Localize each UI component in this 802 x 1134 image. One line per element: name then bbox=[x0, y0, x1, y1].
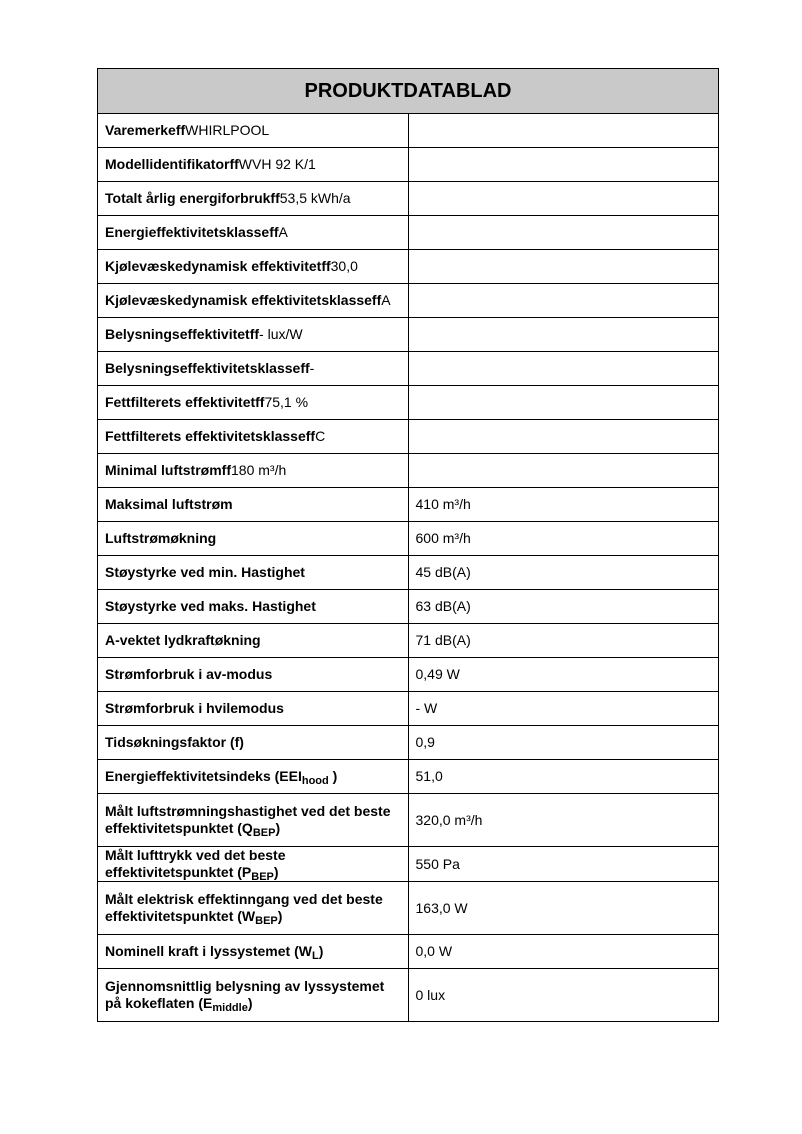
table-row bbox=[98, 692, 719, 726]
row-label: Støystyrke ved min. Hastighet bbox=[98, 556, 409, 590]
row-label: Kjølevæskedynamisk effektivitetsklasseff bbox=[105, 292, 382, 308]
table-row bbox=[98, 284, 719, 318]
row-label-text: Nominell kraft i lyssystemet (W bbox=[105, 943, 312, 959]
row-value-cell bbox=[408, 386, 719, 420]
row-label-suffix: ) bbox=[273, 864, 279, 880]
table-row bbox=[98, 216, 719, 250]
row-label: Fettfilterets effektivitetff bbox=[105, 394, 265, 410]
row-label: Tidsøkningsfaktor (f) bbox=[98, 726, 409, 760]
row-label: Støystyrke ved maks. Hastighet bbox=[98, 590, 409, 624]
row-label: Luftstrømøkning bbox=[98, 522, 409, 556]
row-value: WHIRLPOOL bbox=[185, 122, 270, 138]
row-value: 63 dB(A) bbox=[408, 590, 719, 624]
table-row bbox=[98, 624, 719, 658]
table-row bbox=[98, 522, 719, 556]
row-label-subscript: middle bbox=[212, 1002, 248, 1014]
row-value: - bbox=[309, 360, 315, 376]
row-value-cell bbox=[408, 114, 719, 148]
row-value-cell bbox=[408, 420, 719, 454]
row-value: 180 m³/h bbox=[231, 462, 287, 478]
row-value: A bbox=[278, 224, 288, 240]
row-label-suffix: ) bbox=[275, 820, 281, 836]
row-label-cell bbox=[98, 284, 409, 318]
row-label: Totalt årlig energiforbrukff bbox=[105, 190, 280, 206]
row-label-cell bbox=[98, 114, 409, 148]
row-label: Strømforbruk i av-modus bbox=[98, 658, 409, 692]
row-label-suffix: ) bbox=[328, 768, 338, 784]
row-label: Maksimal luftstrøm bbox=[98, 488, 409, 522]
table-row bbox=[98, 590, 719, 624]
row-label bbox=[98, 935, 409, 969]
table-row bbox=[98, 488, 719, 522]
row-label bbox=[98, 847, 409, 882]
row-value: C bbox=[315, 428, 326, 444]
table-row bbox=[98, 182, 719, 216]
row-value: 163,0 W bbox=[408, 882, 719, 935]
row-value-cell bbox=[408, 182, 719, 216]
row-label-text: Målt luftstrømningshastighet ved det beste effektivitetspunktet (Q bbox=[105, 803, 391, 836]
row-label-subscript: BEP bbox=[255, 915, 278, 927]
table-row bbox=[98, 969, 719, 1022]
table-row bbox=[98, 114, 719, 148]
sheet-title: PRODUKTDATABLAD bbox=[98, 69, 719, 114]
row-value-cell bbox=[408, 216, 719, 250]
row-label: Fettfilterets effektivitetsklasseff bbox=[105, 428, 316, 444]
row-label bbox=[98, 794, 409, 847]
row-value-cell bbox=[408, 454, 719, 488]
row-label-cell bbox=[98, 148, 409, 182]
product-data-table bbox=[97, 68, 719, 1022]
row-label: Strømforbruk i hvilemodus bbox=[98, 692, 409, 726]
row-value-cell bbox=[408, 284, 719, 318]
row-label-subscript: BEP bbox=[251, 871, 274, 883]
row-label-subscript: BEP bbox=[252, 827, 276, 839]
table-row bbox=[98, 726, 719, 760]
row-value: 53,5 kWh/a bbox=[279, 190, 351, 206]
row-value: 45 dB(A) bbox=[408, 556, 719, 590]
row-value: 0,9 bbox=[408, 726, 719, 760]
row-label bbox=[98, 882, 409, 935]
row-value: 0 lux bbox=[408, 969, 719, 1022]
row-label-suffix: ) bbox=[318, 943, 324, 959]
row-label: Minimal luftstrømff bbox=[105, 462, 231, 478]
table-row bbox=[98, 935, 719, 969]
table-row bbox=[98, 250, 719, 284]
row-label bbox=[98, 760, 409, 794]
row-value: 51,0 bbox=[408, 760, 719, 794]
row-label-cell bbox=[98, 250, 409, 284]
row-label: Energieffektivitetsklasseff bbox=[105, 224, 279, 240]
table-row bbox=[98, 794, 719, 847]
row-value: - lux/W bbox=[259, 326, 303, 342]
row-value: 71 dB(A) bbox=[408, 624, 719, 658]
row-label-cell bbox=[98, 318, 409, 352]
row-label-cell bbox=[98, 454, 409, 488]
row-label-subscript: L bbox=[311, 950, 319, 962]
row-value-cell bbox=[408, 148, 719, 182]
row-label-text: Gjennomsnittlig belysning av lyssystemet på kokeflaten (E bbox=[105, 978, 385, 1011]
row-label: Modellidentifikatorff bbox=[105, 156, 239, 172]
row-label-cell bbox=[98, 386, 409, 420]
table-row bbox=[98, 556, 719, 590]
row-label: Kjølevæskedynamisk effektivitetff bbox=[105, 258, 331, 274]
row-value: 550 Pa bbox=[408, 847, 719, 882]
row-value: 600 m³/h bbox=[408, 522, 719, 556]
row-label-text: Målt elektrisk effektinngang ved det beste effektivitetspunktet (W bbox=[105, 891, 383, 924]
table-row bbox=[98, 847, 719, 882]
row-label: A-vektet lydkraftøkning bbox=[98, 624, 409, 658]
row-label-subscript: hood bbox=[301, 775, 329, 787]
table-row bbox=[98, 454, 719, 488]
row-label-text: Målt lufttrykk ved det beste effektivitetspunktet (P bbox=[105, 847, 286, 880]
table-row bbox=[98, 386, 719, 420]
row-value-cell bbox=[408, 352, 719, 386]
row-label-cell bbox=[98, 182, 409, 216]
table-row bbox=[98, 760, 719, 794]
row-label-suffix: ) bbox=[247, 995, 253, 1011]
product-data-sheet bbox=[97, 68, 719, 1022]
row-label-cell bbox=[98, 352, 409, 386]
row-value-cell bbox=[408, 318, 719, 352]
row-value: A bbox=[381, 292, 391, 308]
row-value-cell bbox=[408, 250, 719, 284]
table-row bbox=[98, 352, 719, 386]
row-value: - W bbox=[408, 692, 719, 726]
row-value: 30,0 bbox=[330, 258, 358, 274]
table-row bbox=[98, 882, 719, 935]
row-label: Belysningseffektivitetff bbox=[105, 326, 260, 342]
row-label-cell bbox=[98, 420, 409, 454]
row-label bbox=[98, 969, 409, 1022]
row-value: 0,49 W bbox=[408, 658, 719, 692]
row-label-cell bbox=[98, 216, 409, 250]
row-value: 0,0 W bbox=[408, 935, 719, 969]
row-value: WVH 92 K/1 bbox=[238, 156, 316, 172]
table-row bbox=[98, 318, 719, 352]
table-row bbox=[98, 148, 719, 182]
row-label: Varemerkeff bbox=[105, 122, 186, 138]
row-label-text: Energieffektivitetsindeks (EEI bbox=[105, 768, 302, 784]
row-value: 410 m³/h bbox=[408, 488, 719, 522]
row-label-suffix: ) bbox=[277, 908, 283, 924]
row-value: 320,0 m³/h bbox=[408, 794, 719, 847]
table-row bbox=[98, 420, 719, 454]
table-row bbox=[98, 658, 719, 692]
row-label: Belysningseffektivitetsklasseff bbox=[105, 360, 310, 376]
row-value: 75,1 % bbox=[264, 394, 309, 410]
